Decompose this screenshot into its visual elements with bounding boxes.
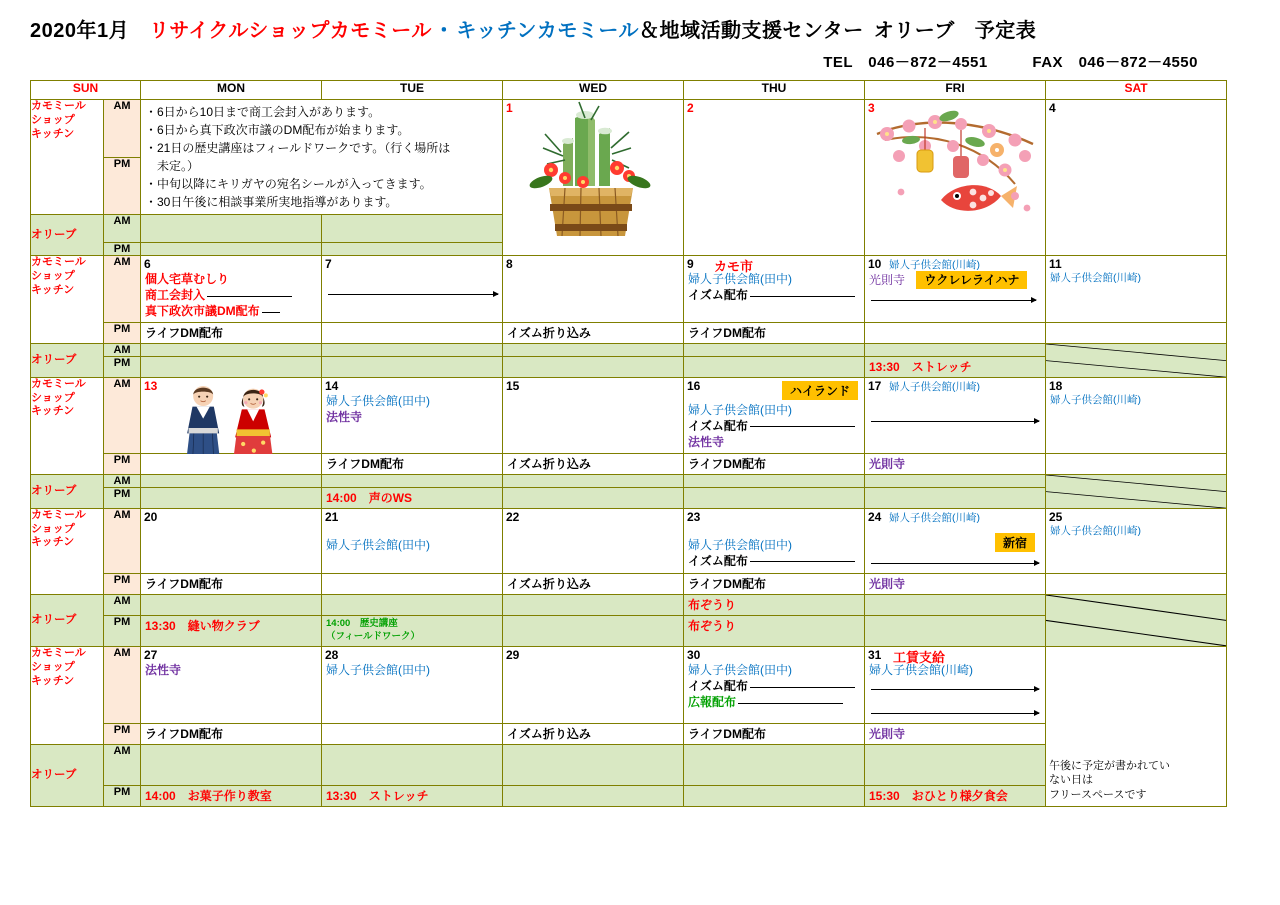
- week3-kamomile-am-row: [31, 377, 1227, 453]
- day-cell-23: [684, 508, 865, 573]
- row-label-olive-w4: オリーブ: [31, 595, 104, 647]
- day-number-14: 14: [325, 378, 339, 393]
- schedule-table: [30, 80, 1227, 807]
- olive-am-8: [503, 343, 684, 356]
- olive-pm-24: [865, 616, 1046, 647]
- olive-25-blocked: [1046, 595, 1227, 647]
- table-header-row: [31, 81, 1227, 100]
- day-cell-1: [503, 100, 684, 256]
- day-9-title: カモ市: [714, 259, 754, 274]
- day-number-28: 28: [325, 648, 339, 663]
- column-header-thu: THU: [684, 81, 865, 100]
- day-7-pm: [322, 322, 503, 343]
- day-6-am-events: 個人宅草むしり 商工会封入 真下政次市議DM配布: [141, 256, 321, 322]
- day-31-pm: 光則寺: [865, 723, 1046, 744]
- day-9-am-events: 婦人子供会館(田中) イズム配布: [684, 256, 864, 305]
- day-number-3: 3: [868, 101, 875, 115]
- day-cell-24: [865, 508, 1046, 573]
- day-cell-30: [684, 647, 865, 724]
- day-29-pm: イズム折り込み: [503, 723, 684, 744]
- olive-pm-tue-w1: [322, 243, 503, 256]
- free-space-note-cell: [1046, 647, 1227, 807]
- period-am-w2: AM: [104, 256, 141, 323]
- olive-am-16: [684, 474, 865, 487]
- period-pm-olive-w5: PM: [104, 785, 141, 806]
- period-am-olive-w4: AM: [104, 595, 141, 616]
- olive-pm-17: [865, 487, 1046, 508]
- day-cell-10: [865, 256, 1046, 323]
- day-31-title: 工賃支給: [893, 650, 946, 666]
- title-shop1: リサイクルショップカモミール: [149, 20, 432, 42]
- row-label-kamomile-w5: カモミール ショップ キッチン: [31, 647, 104, 745]
- period-am-w3: AM: [104, 377, 141, 453]
- day-number-16: 16: [687, 378, 701, 393]
- column-header-sat: SAT: [1046, 81, 1227, 100]
- day-31-am-events: 婦人子供会館(川崎): [865, 647, 1045, 723]
- day-number-15: 15: [506, 378, 520, 393]
- olive-am-31: [865, 744, 1046, 785]
- kadomatsu-illustration: [503, 100, 683, 255]
- olive-am-24: [865, 595, 1046, 616]
- day-number-13: 13: [144, 378, 158, 393]
- day-11-am-events: 婦人子供会館(川崎): [1050, 272, 1141, 284]
- row-label-kamomile-w2: カモミール ショップ キッチン: [31, 256, 104, 344]
- title-schedule: 予定表: [974, 20, 1037, 42]
- week2-kamomile-pm-row: [31, 322, 1227, 343]
- olive-am-15: [503, 474, 684, 487]
- week3-olive-am-row: [31, 474, 1227, 487]
- olive-am-10: [865, 343, 1046, 356]
- telephone-number: TEL 046－872－4551: [823, 54, 988, 71]
- day-cell-15: [503, 377, 684, 453]
- day-20-pm: ライフDM配布: [141, 574, 322, 595]
- page-title: [30, 14, 1258, 43]
- day-27-am-events: 法性寺: [145, 663, 182, 678]
- olive-am-22: [503, 595, 684, 616]
- fax-number: FAX 046－872－4550: [1032, 54, 1198, 71]
- day-number-23: 23: [687, 509, 701, 524]
- day-17-am-hall: 婦人子供会館(川崎): [889, 380, 980, 393]
- day-cell-21: [322, 508, 503, 573]
- olive-pm-13: [141, 487, 322, 508]
- olive-pm-20: 13:30 縫い物クラブ: [141, 616, 322, 647]
- olive-am-27: [141, 744, 322, 785]
- day-number-24: 24: [868, 509, 882, 524]
- day-number-18: 18: [1049, 378, 1063, 393]
- period-am-olive-w5: AM: [104, 744, 141, 785]
- day-9-pm: ライフDM配布: [684, 322, 865, 343]
- day-number-7: 7: [325, 257, 332, 271]
- day-cell-2: [684, 100, 865, 256]
- day-23-pm: ライフDM配布: [684, 574, 865, 595]
- week5-kamomile-am-row: [31, 647, 1227, 724]
- day-number-11: 11: [1049, 257, 1062, 271]
- day-16-highlight: ハイランド: [782, 381, 858, 400]
- olive-am-13: [141, 474, 322, 487]
- day-number-6: 6: [144, 257, 151, 271]
- contact-line: [30, 51, 1258, 72]
- day-21-am-events: 婦人子供会館(田中): [326, 537, 430, 552]
- day-cell-7: [322, 256, 503, 323]
- day-14-pm: ライフDM配布: [322, 453, 503, 474]
- day-8-pm: イズム折り込み: [503, 322, 684, 343]
- day-number-2: 2: [687, 101, 694, 115]
- day-10-am-events: 光則寺 ウクレレライハナ: [865, 256, 1045, 309]
- column-header-sun: SUN: [31, 81, 141, 100]
- monthly-notes-cell: [141, 100, 503, 215]
- olive-pm-22: [503, 616, 684, 647]
- olive-am-14: [322, 474, 503, 487]
- olive-am-9: [684, 343, 865, 356]
- olive-pm-31: 15:30 おひとり様夕食会: [865, 785, 1046, 806]
- day-number-29: 29: [506, 648, 520, 663]
- olive-pm-16: [684, 487, 865, 508]
- day-cell-4: [1046, 100, 1227, 256]
- day-21-pm: [322, 574, 503, 595]
- row-label-kamomile-w3: カモミール ショップ キッチン: [31, 377, 104, 474]
- olive-pm-29: [503, 785, 684, 806]
- olive-pm-9: [684, 356, 865, 377]
- column-header-tue: TUE: [322, 81, 503, 100]
- week1-kamomile-am-row: [31, 100, 1227, 158]
- day-cell-18: [1046, 377, 1227, 453]
- day-cell-20: [141, 508, 322, 573]
- day-25-pm: [1046, 574, 1227, 595]
- title-year-month: 2020年1月: [30, 20, 130, 42]
- title-olive: オリーブ: [873, 20, 955, 42]
- day-number-4: 4: [1049, 101, 1056, 115]
- day-16-am-events: 婦人子供会館(田中) イズム配布 法性寺: [684, 378, 864, 453]
- column-header-mon: MON: [141, 81, 322, 100]
- olive-pm-27: 14:00 お菓子作り教室: [141, 785, 322, 806]
- day-cell-22: [503, 508, 684, 573]
- olive-am-17: [865, 474, 1046, 487]
- period-pm-olive-w3: PM: [104, 487, 141, 508]
- row-label-olive-w1: オリーブ: [31, 215, 104, 256]
- day-number-27: 27: [144, 648, 158, 663]
- day-7-am-events: [322, 256, 502, 304]
- olive-am-tue-w1: [322, 215, 503, 243]
- day-18-pm: [1046, 453, 1227, 474]
- column-header-wed: WED: [503, 81, 684, 100]
- day-cell-16: [684, 377, 865, 453]
- period-pm-w3: PM: [104, 453, 141, 474]
- olive-am-28: [322, 744, 503, 785]
- period-am-olive-w2: AM: [104, 343, 141, 356]
- day-cell-17: [865, 377, 1046, 453]
- olive-11-blocked: [1046, 343, 1227, 377]
- day-cell-25: [1046, 508, 1227, 573]
- day-28-pm: [322, 723, 503, 744]
- day-number-31: 31: [868, 648, 882, 663]
- day-number-8: 8: [506, 257, 513, 271]
- day-cell-13: [141, 377, 322, 453]
- day-number-20: 20: [144, 509, 158, 524]
- olive-am-6: [141, 343, 322, 356]
- day-23-am-events: 婦人子供会館(田中) イズム配布: [684, 509, 864, 571]
- row-label-kamomile-w4: カモミール ショップ キッチン: [31, 508, 104, 594]
- row-label-olive-w5: オリーブ: [31, 744, 104, 806]
- period-pm-w1: PM: [104, 157, 141, 215]
- olive-pm-10: 13:30 ストレッチ: [865, 356, 1046, 377]
- olive-pm-6: [141, 356, 322, 377]
- day-cell-3: [865, 100, 1046, 256]
- olive-am-30: [684, 744, 865, 785]
- period-pm-w2: PM: [104, 322, 141, 343]
- olive-am-20: [141, 595, 322, 616]
- day-10-highlight: ウクレレライハナ: [916, 271, 1027, 289]
- day-cell-31: [865, 647, 1046, 724]
- day-cell-11: [1046, 256, 1227, 323]
- olive-am-29: [503, 744, 684, 785]
- day-number-17: 17: [868, 378, 882, 393]
- column-header-fri: FRI: [865, 81, 1046, 100]
- day-24-pm: 光則寺: [865, 574, 1046, 595]
- day-number-21: 21: [325, 509, 339, 524]
- day-22-pm: イズム折り込み: [503, 574, 684, 595]
- day-30-am-events: 婦人子供会館(田中) イズム配布 広報配布: [684, 647, 864, 713]
- week4-kamomile-am-row: [31, 508, 1227, 573]
- day-27-pm: ライフDM配布: [141, 723, 322, 744]
- period-pm-olive-w2: PM: [104, 356, 141, 377]
- olive-pm-8: [503, 356, 684, 377]
- week3-kamomile-pm-row: [31, 453, 1227, 474]
- monthly-notes: ・6日から10日まで商工会封入があります。 ・6日から真下政次市議のDM配布が始まります。 ・21日の歴史講座はフィールドワークです。（行く場所は 未定。） ・中旬以降にキリガヤの宛名シールが入ってきます。 ・30日午後に相談事業所実地指導があります。: [145, 105, 451, 209]
- day-6-pm: ライフDM配布: [141, 322, 322, 343]
- olive-pm-23: 布ぞうり: [684, 616, 865, 647]
- olive-pm-mon-w1: [141, 243, 322, 256]
- day-number-10: 10: [868, 257, 882, 271]
- day-17-pm: 光則寺: [865, 453, 1046, 474]
- olive-pm-21: 14:00 歴史講座 （フィールドワーク）: [322, 616, 503, 647]
- day-10-am-hall: 婦人子供会館(川崎): [889, 259, 980, 271]
- olive-pm-28: 13:30 ストレッチ: [322, 785, 503, 806]
- free-space-note: 午後に予定が書かれてい ない日は フリースペースです: [1049, 760, 1170, 801]
- row-label-olive-w2: オリーブ: [31, 343, 104, 377]
- day-16-pm: ライフDM配布: [684, 453, 865, 474]
- week4-kamomile-pm-row: [31, 574, 1227, 595]
- period-pm-w5: PM: [104, 723, 141, 744]
- olive-am-mon-w1: [141, 215, 322, 243]
- day-cell-6: [141, 256, 322, 323]
- title-and-center: ＆地域活動支援センター: [639, 20, 864, 42]
- day-25-am-events: 婦人子供会館(川崎): [1050, 524, 1141, 537]
- period-pm-olive-w1: PM: [104, 243, 141, 256]
- day-28-am-events: 婦人子供会館(田中): [326, 663, 430, 678]
- olive-18-blocked: [1046, 474, 1227, 508]
- day-13-pm: [141, 453, 322, 474]
- period-pm-w4: PM: [104, 574, 141, 595]
- title-dot: ・: [433, 20, 455, 42]
- day-number-25: 25: [1049, 509, 1063, 524]
- period-pm-olive-w4: PM: [104, 616, 141, 647]
- day-number-22: 22: [506, 509, 520, 524]
- olive-pm-30: [684, 785, 865, 806]
- title-shop2: キッチンカモミール: [456, 20, 640, 42]
- day-cell-29: [503, 647, 684, 724]
- week2-kamomile-am-row: [31, 256, 1227, 323]
- row-label-olive-w3: オリーブ: [31, 474, 104, 508]
- day-cell-14: [322, 377, 503, 453]
- day-18-am-events: 婦人子供会館(川崎): [1050, 393, 1141, 406]
- day-10-pm: [865, 322, 1046, 343]
- day-24-highlight: 新宿: [995, 533, 1035, 552]
- olive-pm-7: [322, 356, 503, 377]
- day-24-am-hall: 婦人子供会館(川崎): [889, 511, 980, 524]
- week4-olive-am-row: [31, 595, 1227, 616]
- new-year-decoration-illustration: [865, 100, 1045, 255]
- olive-am-23: 布ぞうり: [684, 595, 865, 616]
- period-am-w5: AM: [104, 647, 141, 724]
- period-am-w1: AM: [104, 100, 141, 158]
- day-number-30: 30: [687, 648, 701, 663]
- period-am-olive-w1: AM: [104, 215, 141, 243]
- week2-olive-am-row: [31, 343, 1227, 356]
- day-cell-27: [141, 647, 322, 724]
- period-am-w4: AM: [104, 508, 141, 573]
- olive-pm-14: 14:00 声のWS: [322, 487, 503, 508]
- day-cell-28: [322, 647, 503, 724]
- day-11-pm: [1046, 322, 1227, 343]
- day-30-pm: ライフDM配布: [684, 723, 865, 744]
- olive-am-21: [322, 595, 503, 616]
- day-cell-9: [684, 256, 865, 323]
- day-cell-8: [503, 256, 684, 323]
- day-15-pm: イズム折り込み: [503, 453, 684, 474]
- row-label-kamomile-w1: カモミール ショップ キッチン: [31, 100, 104, 215]
- period-am-olive-w3: AM: [104, 474, 141, 487]
- day-14-am-events: 婦人子供会館(田中) 法性寺: [326, 393, 430, 425]
- olive-am-7: [322, 343, 503, 356]
- olive-pm-15: [503, 487, 684, 508]
- day-number-1: 1: [506, 101, 513, 115]
- day-number-9: 9: [687, 257, 694, 271]
